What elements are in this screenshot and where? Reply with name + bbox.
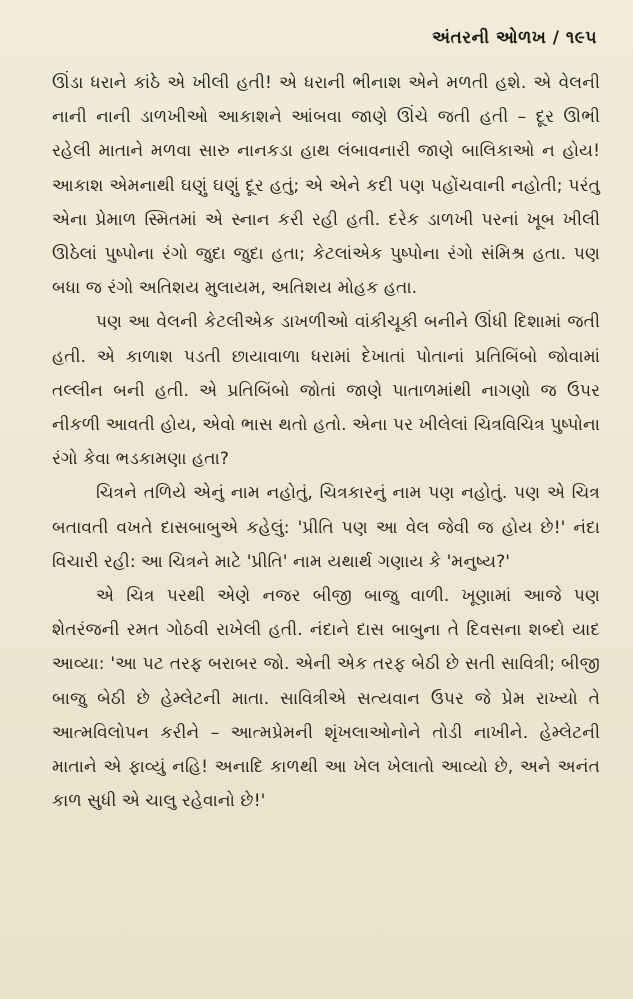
running-header: અંતરની ઓળખ / ૧૯૫ (432, 28, 597, 48)
paragraph-4: એ ચિત્ર પરથી એણે નજર બીજી બાજુ વાળી. ખૂણામાં આજે પણ શેતરંજની રમત ગોઠવી રાખેલી હતી. નંદાને દાસ બાબુના તે દિવસના શબ્દો યાદ આવ્યા: 'આ પટ તરફ બરાબર જો. એની એક તરફ બેઠી છે સતી સાવિત્રી; બીજી બાજુ બેઠી છે હેમ્લેટની માતા. સાવિત્રીએ સત્યવાન ઉપર જે પ્રેમ રાખ્યો તે આત્મવિલોપન કરીને – આત્મપ્રેમની શૃંખલાઓનોને તોડી નાખીને. હેમ્લેટની માતાને એ ફાવ્યું નહિ! અનાદિ કાળથી આ ખેલ ખેલાતો આવ્યો છે, અને અનંત કાળ સુધી એ ચાલુ રહેવાનો છે!' (52, 586, 600, 812)
paragraph-2: પણ આ વેલની કેટલીએક ડાખળીઓ વાંકીચૂકી બનીને ઊંધી દિશામાં જતી હતી. એ કાળાશ પડતી છાયાવાળા ધરામાં દેખાતાં પોતાનાં પ્રતિબિંબો જોવામાં તલ્લીન બની હતી. એ પ્રતિબિંબો જોતાં જાણે પાતાળમાંથી નાગણો જ ઉપર નીકળી આવતી હોય, એવો ભાસ થતો હતો. એના પર ખીલેલાં ચિત્રવિચિત્ર પુષ્પોના રંગો કેવા ભડકામણા હતા? (52, 312, 600, 470)
body-text (52, 66, 600, 818)
paragraph-1: ઊંડા ધરાને કાંઠે એ ખીલી હતી! એ ધરાની ભીનાશ એને મળતી હશે. એ વેલની નાની નાની ડાળખીઓ આકાશને આંબવા જાણે ઊંચે જતી હતી – દૂર ઊભી રહેલી માતાને મળવા સારુ નાનકડા હાથ લંબાવનારી જાણે બાલિકાઓ ન હોય! આકાશ એમનાથી ઘણું ઘણું દૂર હતું; એ એને કદી પણ પહોંચવાની નહોતી; પરંતુ એના પ્રેમાળ સ્મિતમાં એ સ્નાન કરી રહી હતી. દરેક ડાળખી પરનાં ખૂબ ખીલી ઊઠેલાં પુષ્પોના રંગો જુદા જુદા હતા; કેટલાંએક પુષ્પોના રંગો સંમિશ્ર હતા. પણ બધા જ રંગો અતિશય મુલાયમ, અતિશય મોહક હતા. (52, 73, 600, 299)
paragraph-3: ચિત્રને તળિયે એનું નામ નહોતું, ચિત્રકારનું નામ પણ નહોતું. પણ એ ચિત્ર બતાવતી વખતે દાસબાબુએ કહેલું: 'પ્રીતિ પણ આ વેલ જેવી જ હોય છે!' નંદા વિચારી રહી: આ ચિત્રને માટે 'પ્રીતિ' નામ યથાર્થ ગણાય કે 'મનુષ્ય?' (52, 483, 600, 572)
